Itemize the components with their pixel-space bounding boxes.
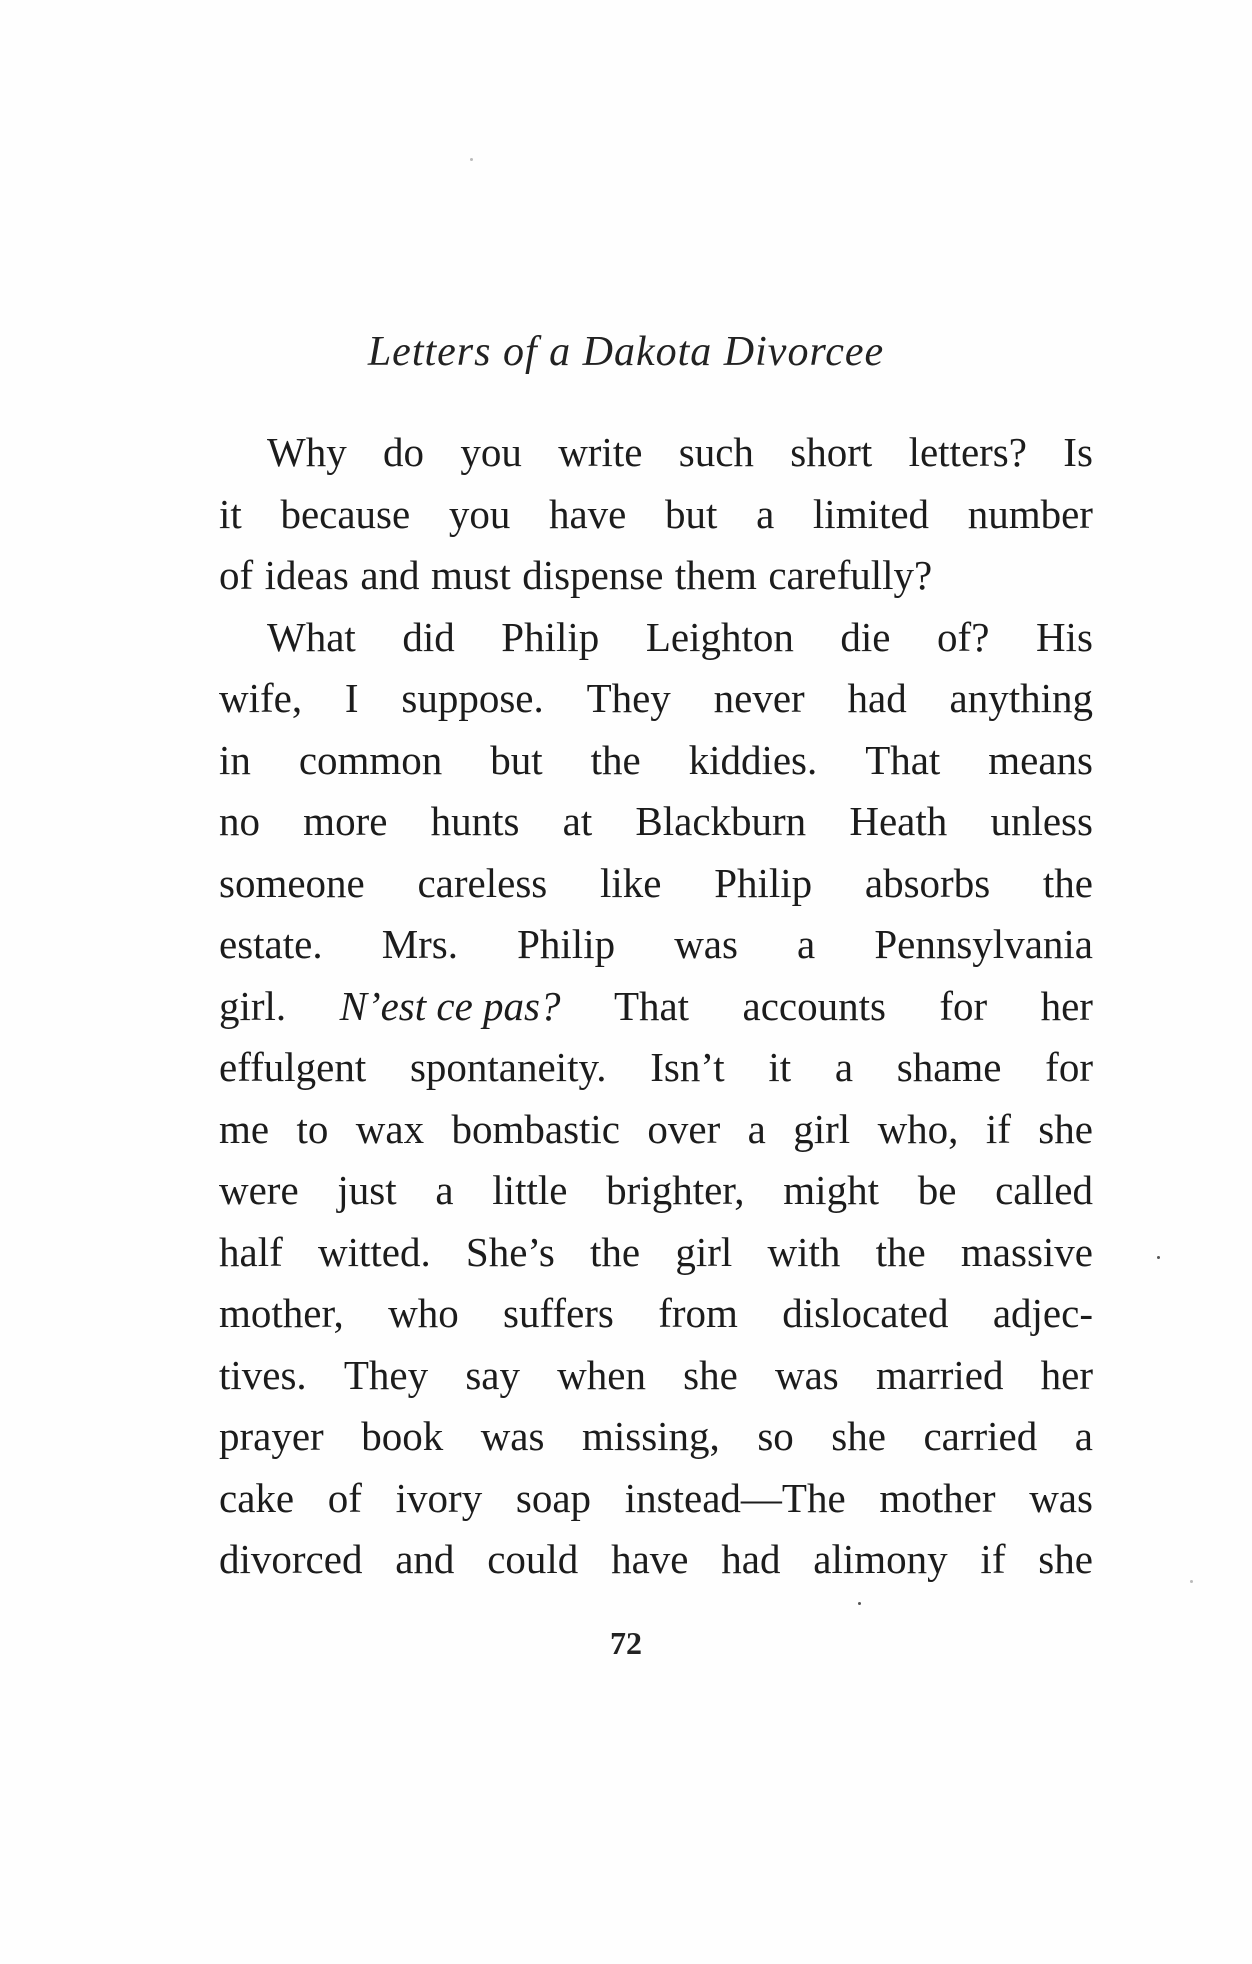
text-line	[219, 914, 1093, 976]
word: shame	[896, 1044, 1002, 1090]
word: with	[767, 1228, 841, 1275]
word: could	[487, 1536, 579, 1582]
word: of	[327, 1474, 362, 1521]
word: such	[678, 429, 754, 475]
word: was	[775, 1351, 839, 1398]
word: so	[757, 1413, 794, 1459]
paragraph-2	[219, 607, 1093, 1591]
word: she	[831, 1413, 886, 1459]
word: I	[344, 675, 359, 721]
word: tives.	[219, 1351, 307, 1398]
word: me	[219, 1105, 270, 1152]
text-line	[219, 1406, 1093, 1468]
word: witted.	[317, 1228, 431, 1275]
word: means	[988, 736, 1093, 783]
word: Philip	[501, 613, 600, 660]
word: short	[790, 429, 873, 475]
italic-phrase: N’est ce pas?	[339, 982, 561, 1029]
word: She’s	[465, 1228, 555, 1275]
word: more	[303, 798, 388, 844]
word: mother	[879, 1474, 996, 1521]
word: Leighton	[645, 613, 794, 660]
word: cake	[219, 1474, 295, 1521]
text-line	[219, 1345, 1093, 1407]
word: was	[1029, 1474, 1093, 1521]
text-line	[219, 1037, 1093, 1099]
word: alimony	[813, 1536, 948, 1582]
word: the	[1042, 859, 1093, 906]
word: suppose.	[401, 675, 544, 721]
word: was	[674, 921, 738, 967]
word: be	[917, 1167, 957, 1213]
word: were	[219, 1167, 299, 1213]
word: did	[402, 613, 455, 660]
word: adjec-	[992, 1290, 1093, 1336]
word: the	[590, 736, 641, 783]
running-head: Letters of a Dakota Divorcee	[367, 329, 885, 375]
word: unless	[990, 798, 1093, 844]
word: book	[361, 1413, 444, 1459]
word: a	[756, 490, 775, 537]
word: them	[674, 552, 757, 598]
word: wax	[355, 1105, 425, 1152]
word: have	[548, 490, 627, 537]
word: missing,	[581, 1413, 720, 1459]
word: massive	[960, 1228, 1093, 1275]
text-line	[219, 1283, 1093, 1345]
word: girl.	[219, 982, 287, 1029]
word: a	[747, 1105, 766, 1152]
word: careless	[417, 859, 548, 906]
word: mother,	[219, 1290, 344, 1336]
word: They	[586, 675, 671, 721]
word: when	[557, 1351, 646, 1398]
word: girl	[675, 1228, 733, 1275]
word: from	[658, 1290, 738, 1336]
word: because	[280, 490, 411, 537]
word: soap	[515, 1474, 592, 1521]
paragraph-1	[219, 422, 1093, 607]
word: instead—The	[624, 1474, 846, 1521]
word: kiddies.	[688, 736, 818, 783]
text-line	[219, 976, 1093, 1038]
word: you	[448, 490, 511, 537]
word: in	[219, 736, 251, 783]
word: What	[267, 613, 356, 660]
word: write	[558, 429, 643, 475]
word: prayer	[219, 1413, 324, 1459]
text-line	[219, 791, 1093, 853]
word: and	[360, 552, 420, 598]
word: called	[995, 1167, 1093, 1213]
word: her	[1040, 1351, 1093, 1398]
word: you	[460, 429, 522, 475]
word: the	[590, 1228, 641, 1275]
word: anything	[949, 675, 1093, 721]
word: absorbs	[864, 859, 991, 906]
word: Pennsylvania	[874, 921, 1093, 967]
word: suffers	[503, 1290, 614, 1336]
word: over	[647, 1105, 721, 1152]
word: she	[683, 1351, 738, 1398]
word: had	[847, 675, 907, 721]
word: number	[967, 490, 1093, 537]
word: estate.	[219, 921, 323, 967]
word: she	[1038, 1536, 1093, 1582]
text-line	[219, 1222, 1093, 1284]
word: They	[343, 1351, 429, 1398]
word: like	[599, 859, 662, 906]
word: if	[980, 1536, 1006, 1582]
word: carefully?	[768, 552, 933, 598]
word: just	[337, 1167, 397, 1213]
word: That	[865, 736, 941, 783]
word: bombastic	[451, 1105, 621, 1152]
word: die	[840, 613, 891, 660]
text-line	[219, 1468, 1093, 1530]
word: to	[296, 1105, 329, 1152]
word: limited	[812, 490, 930, 537]
word: the	[875, 1228, 926, 1275]
word: a	[797, 921, 816, 967]
scan-speck	[1157, 1256, 1160, 1259]
word: a	[435, 1167, 454, 1213]
text-line	[219, 1099, 1093, 1161]
page-number: 72	[610, 1625, 642, 1661]
text-line	[219, 668, 1093, 730]
word: but	[665, 490, 718, 537]
word: His	[1035, 613, 1093, 660]
word: common	[298, 736, 443, 783]
word: ideas	[264, 552, 349, 598]
word: spontaneity.	[409, 1044, 607, 1090]
word: Heath	[849, 798, 948, 844]
word: Blackburn	[635, 798, 807, 844]
word: her	[1040, 982, 1093, 1029]
word: brighter,	[606, 1167, 745, 1213]
word: it	[768, 1044, 792, 1090]
word: Is	[1063, 429, 1093, 475]
text-line	[219, 545, 1093, 607]
word: wife,	[219, 675, 303, 721]
word: of?	[937, 613, 990, 660]
word: it	[219, 490, 242, 537]
word: who	[388, 1290, 459, 1336]
word: a	[1074, 1413, 1093, 1459]
word: someone	[219, 859, 365, 906]
word: had	[721, 1536, 781, 1582]
text-line	[219, 853, 1093, 915]
word: Mrs.	[381, 921, 459, 967]
word: do	[383, 429, 425, 475]
word: divorced	[219, 1536, 363, 1582]
word: That	[613, 982, 690, 1029]
text-line	[219, 484, 1093, 546]
word: carried	[923, 1413, 1038, 1459]
word: who,	[877, 1105, 959, 1152]
word: Philip	[714, 859, 813, 906]
scan-speck	[1190, 1580, 1193, 1583]
text-line	[219, 1529, 1093, 1591]
word: dispense	[522, 552, 664, 598]
word: half	[219, 1228, 283, 1275]
scan-speck	[858, 1602, 861, 1605]
word: a	[834, 1044, 854, 1090]
word: at	[562, 798, 593, 844]
text-line	[219, 730, 1093, 792]
word: married	[875, 1351, 1004, 1398]
word: girl	[793, 1105, 851, 1152]
word: if	[985, 1105, 1011, 1152]
text-line	[219, 607, 1093, 669]
word: of	[219, 552, 254, 598]
word: little	[492, 1167, 568, 1213]
word: accounts	[742, 982, 886, 1029]
word: effulgent	[219, 1044, 367, 1090]
word: ivory	[395, 1474, 483, 1521]
word: hunts	[430, 798, 520, 844]
text-line	[219, 422, 1093, 484]
word: Isn’t	[650, 1044, 725, 1090]
word: might	[783, 1167, 879, 1213]
word: was	[480, 1413, 545, 1459]
word: must	[431, 552, 511, 598]
word: she	[1038, 1105, 1093, 1152]
word: letters?	[908, 429, 1027, 475]
word: dislocated	[782, 1290, 949, 1336]
word: and	[395, 1536, 455, 1582]
word: for	[939, 982, 988, 1029]
body-text	[219, 422, 1093, 1591]
word: Why	[267, 429, 347, 475]
scan-speck	[470, 158, 473, 161]
word: but	[490, 736, 543, 783]
word: Philip	[517, 921, 616, 967]
word: have	[611, 1536, 689, 1582]
word: for	[1045, 1044, 1093, 1090]
text-line	[219, 1160, 1093, 1222]
word: say	[465, 1351, 520, 1398]
word: never	[713, 675, 805, 721]
word: no	[219, 798, 260, 844]
